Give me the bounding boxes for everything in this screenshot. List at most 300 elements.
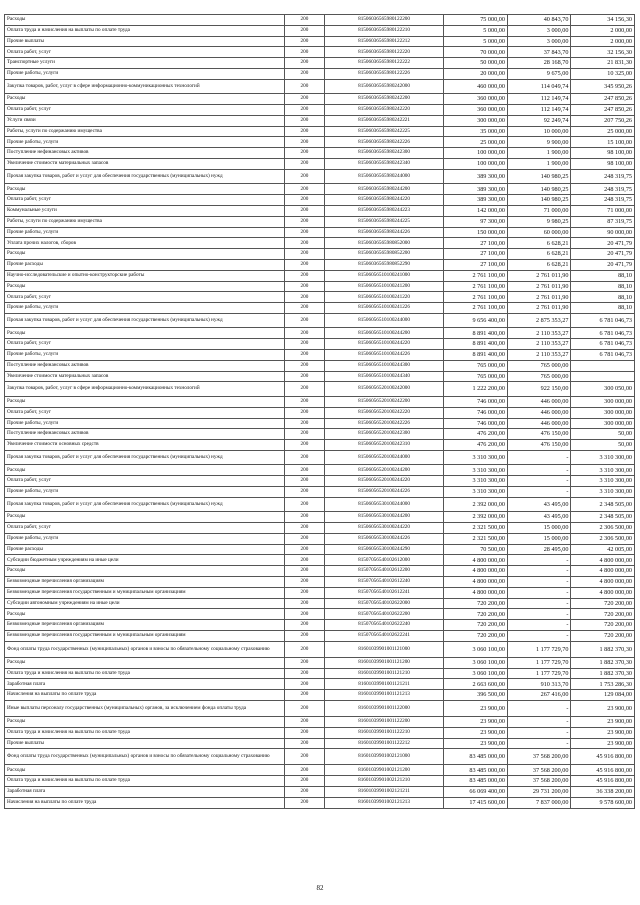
table-row bbox=[5, 690, 635, 701]
row-name-cell: Оплата труда и начисления на выплаты по оплате труда bbox=[5, 25, 285, 36]
row-remaining-amount-cell: 3 310 300,00 bbox=[571, 486, 635, 497]
row-name-cell: Работы, услуги по содержанию имущества bbox=[5, 216, 285, 227]
row-kbk-cell: 81601039901002121000 bbox=[324, 749, 444, 765]
row-executed-amount-cell: 37 568 200,00 bbox=[507, 776, 571, 787]
row-approved-amount-cell: 2 761 100,00 bbox=[444, 281, 508, 292]
row-kbk-cell: 81506036565980242221 bbox=[324, 115, 444, 126]
row-kbk-cell: 81601039901001121200 bbox=[324, 657, 444, 668]
row-remaining-amount-cell: 88,10 bbox=[571, 303, 635, 314]
row-code-cell: 200 bbox=[285, 205, 325, 216]
row-code-cell: 200 bbox=[285, 371, 325, 382]
row-approved-amount-cell: 100 000,00 bbox=[444, 148, 508, 159]
row-approved-amount-cell: 389 300,00 bbox=[444, 195, 508, 206]
table-row bbox=[5, 25, 635, 36]
row-kbk-cell: 81506036565980244220 bbox=[324, 195, 444, 206]
row-remaining-amount-cell: 6 781 046,73 bbox=[571, 339, 635, 350]
row-kbk-cell: 81506036565980122212 bbox=[324, 36, 444, 47]
row-approved-amount-cell: 4 800 000,00 bbox=[444, 577, 508, 588]
row-name-cell: Оплата работ, услуг bbox=[5, 195, 285, 206]
row-executed-amount-cell: 1 177 729,70 bbox=[507, 657, 571, 668]
table-row bbox=[5, 701, 635, 717]
row-remaining-amount-cell: 6 781 046,73 bbox=[571, 328, 635, 339]
row-approved-amount-cell: 3 310 300,00 bbox=[444, 476, 508, 487]
row-remaining-amount-cell: 300 000,00 bbox=[571, 418, 635, 429]
row-remaining-amount-cell: 98 100,00 bbox=[571, 159, 635, 170]
row-executed-amount-cell: 37 568 200,00 bbox=[507, 765, 571, 776]
row-executed-amount-cell: 29 731 200,00 bbox=[507, 787, 571, 798]
row-kbk-cell: 81506056510100244300 bbox=[324, 360, 444, 371]
row-executed-amount-cell: 15 000,00 bbox=[507, 523, 571, 534]
row-remaining-amount-cell: 6 781 046,73 bbox=[571, 350, 635, 361]
row-approved-amount-cell: 2 321 500,00 bbox=[444, 533, 508, 544]
row-approved-amount-cell: 746 000,00 bbox=[444, 418, 508, 429]
row-remaining-amount-cell: 248 319,75 bbox=[571, 169, 635, 184]
row-approved-amount-cell: 746 000,00 bbox=[444, 396, 508, 407]
row-kbk-cell: 81506056520100244000 bbox=[324, 450, 444, 465]
row-executed-amount-cell: - bbox=[507, 738, 571, 749]
row-approved-amount-cell: 83 485 000,00 bbox=[444, 765, 508, 776]
row-executed-amount-cell: 92 249,74 bbox=[507, 115, 571, 126]
row-executed-amount-cell: 1 900,00 bbox=[507, 148, 571, 159]
table-row bbox=[5, 238, 635, 249]
row-approved-amount-cell: 389 300,00 bbox=[444, 169, 508, 184]
row-name-cell: Безвозмездные перечисления организациям bbox=[5, 620, 285, 631]
table-row bbox=[5, 159, 635, 170]
table-row bbox=[5, 418, 635, 429]
page-number: 82 bbox=[316, 884, 324, 892]
row-remaining-amount-cell: 23 900,00 bbox=[571, 738, 635, 749]
row-remaining-amount-cell bbox=[571, 360, 635, 371]
table-row bbox=[5, 270, 635, 281]
table-row bbox=[5, 396, 635, 407]
row-executed-amount-cell: 2 761 011,90 bbox=[507, 292, 571, 303]
table-row bbox=[5, 259, 635, 270]
row-code-cell: 200 bbox=[285, 418, 325, 429]
row-name-cell: Иные выплаты персоналу государственных (муниципальных) органов, за исключением фонда оплаты труда bbox=[5, 701, 285, 717]
row-name-cell: Безвозмездные перечисления государственным и муниципальным организациям bbox=[5, 587, 285, 598]
row-approved-amount-cell: 360 000,00 bbox=[444, 94, 508, 105]
row-code-cell: 200 bbox=[285, 631, 325, 642]
table-row bbox=[5, 249, 635, 260]
row-approved-amount-cell: 2 663 600,00 bbox=[444, 679, 508, 690]
row-kbk-cell: 81506036565980852200 bbox=[324, 249, 444, 260]
row-code-cell: 200 bbox=[285, 292, 325, 303]
row-approved-amount-cell: 3 060 100,00 bbox=[444, 668, 508, 679]
row-name-cell: Фонд оплаты труда государственных (муниципальных) органов и взносы по обязательному социальному страхованию bbox=[5, 749, 285, 765]
row-code-cell: 200 bbox=[285, 270, 325, 281]
row-code-cell: 200 bbox=[285, 476, 325, 487]
row-kbk-cell: 81601039901001121211 bbox=[324, 679, 444, 690]
row-name-cell: Услуги связи bbox=[5, 115, 285, 126]
row-name-cell: Увеличение стоимости материальных запасов bbox=[5, 159, 285, 170]
row-kbk-cell: 81506056510100244226 bbox=[324, 350, 444, 361]
row-executed-amount-cell: - bbox=[507, 609, 571, 620]
row-code-cell: 200 bbox=[285, 620, 325, 631]
row-kbk-cell: 81506056510100241000 bbox=[324, 270, 444, 281]
table-row bbox=[5, 115, 635, 126]
row-remaining-amount-cell: 720 200,00 bbox=[571, 631, 635, 642]
row-code-cell: 200 bbox=[285, 727, 325, 738]
row-code-cell: 200 bbox=[285, 105, 325, 116]
row-executed-amount-cell: 71 000,00 bbox=[507, 205, 571, 216]
row-code-cell: 200 bbox=[285, 328, 325, 339]
row-approved-amount-cell: 23 900,00 bbox=[444, 727, 508, 738]
row-approved-amount-cell: 5 000,00 bbox=[444, 36, 508, 47]
row-name-cell: Закупка товаров, работ, услуг в сфере информационно-коммуникационных технологий bbox=[5, 382, 285, 397]
table-row bbox=[5, 281, 635, 292]
row-kbk-cell: 81506056520100242000 bbox=[324, 382, 444, 397]
row-executed-amount-cell: 40 843,70 bbox=[507, 15, 571, 26]
table-row bbox=[5, 765, 635, 776]
table-row bbox=[5, 609, 635, 620]
table-row bbox=[5, 440, 635, 451]
row-kbk-cell: 81506036565980242000 bbox=[324, 79, 444, 94]
row-executed-amount-cell: 1 177 729,70 bbox=[507, 668, 571, 679]
row-executed-amount-cell: - bbox=[507, 620, 571, 631]
row-code-cell: 200 bbox=[285, 701, 325, 717]
row-name-cell: Начисления на выплаты по оплате труда bbox=[5, 690, 285, 701]
table-row bbox=[5, 350, 635, 361]
row-executed-amount-cell: 765 000,00 bbox=[507, 360, 571, 371]
table-row bbox=[5, 620, 635, 631]
row-code-cell: 200 bbox=[285, 512, 325, 523]
row-executed-amount-cell: 10 000,00 bbox=[507, 126, 571, 137]
table-row bbox=[5, 36, 635, 47]
row-executed-amount-cell: - bbox=[507, 577, 571, 588]
row-code-cell: 200 bbox=[285, 47, 325, 58]
row-executed-amount-cell: 37 843,70 bbox=[507, 47, 571, 58]
row-code-cell: 200 bbox=[285, 195, 325, 206]
row-name-cell: Прочие выплаты bbox=[5, 36, 285, 47]
row-name-cell: Научно-исследовательские и опытно-конструкторские работы bbox=[5, 270, 285, 281]
table-row bbox=[5, 371, 635, 382]
row-remaining-amount-cell: 45 916 800,00 bbox=[571, 776, 635, 787]
table-row bbox=[5, 523, 635, 534]
table-row bbox=[5, 313, 635, 328]
row-approved-amount-cell: 27 100,00 bbox=[444, 259, 508, 270]
row-name-cell: Начисления на выплаты по оплате труда bbox=[5, 797, 285, 808]
row-approved-amount-cell: 75 000,00 bbox=[444, 15, 508, 26]
row-approved-amount-cell: 150 000,00 bbox=[444, 227, 508, 238]
row-name-cell: Расходы bbox=[5, 765, 285, 776]
row-kbk-cell: 81601039901002121213 bbox=[324, 797, 444, 808]
table-row bbox=[5, 184, 635, 195]
row-remaining-amount-cell: 10 325,00 bbox=[571, 68, 635, 79]
row-kbk-cell: 81506056520100242226 bbox=[324, 418, 444, 429]
row-kbk-cell: 81507056540102622000 bbox=[324, 598, 444, 609]
row-executed-amount-cell: 114 049,74 bbox=[507, 79, 571, 94]
row-code-cell: 200 bbox=[285, 668, 325, 679]
row-code-cell: 200 bbox=[285, 339, 325, 350]
row-name-cell: Прочие работы, услуги bbox=[5, 68, 285, 79]
row-executed-amount-cell: 28 495,00 bbox=[507, 544, 571, 555]
row-approved-amount-cell: 23 900,00 bbox=[444, 701, 508, 717]
row-remaining-amount-cell: 50,00 bbox=[571, 440, 635, 451]
row-executed-amount-cell: 7 837 000,00 bbox=[507, 797, 571, 808]
row-executed-amount-cell: 37 568 200,00 bbox=[507, 749, 571, 765]
row-executed-amount-cell: 922 150,00 bbox=[507, 382, 571, 397]
row-approved-amount-cell: 5 000,00 bbox=[444, 25, 508, 36]
row-executed-amount-cell: - bbox=[507, 450, 571, 465]
row-remaining-amount-cell: 300 050,00 bbox=[571, 382, 635, 397]
row-remaining-amount-cell: 1 882 370,30 bbox=[571, 657, 635, 668]
row-name-cell: Расходы bbox=[5, 717, 285, 728]
row-approved-amount-cell: 765 000,00 bbox=[444, 371, 508, 382]
row-remaining-amount-cell: 2 000,00 bbox=[571, 36, 635, 47]
row-remaining-amount-cell: 1 882 370,30 bbox=[571, 641, 635, 657]
row-code-cell: 200 bbox=[285, 533, 325, 544]
row-kbk-cell: 81601039901001121000 bbox=[324, 641, 444, 657]
row-remaining-amount-cell: 720 200,00 bbox=[571, 620, 635, 631]
row-kbk-cell: 81506056530100244226 bbox=[324, 533, 444, 544]
row-executed-amount-cell: 112 149,74 bbox=[507, 94, 571, 105]
row-approved-amount-cell: 35 000,00 bbox=[444, 126, 508, 137]
table-row bbox=[5, 450, 635, 465]
row-name-cell: Расходы bbox=[5, 184, 285, 195]
table-row bbox=[5, 587, 635, 598]
row-executed-amount-cell: 43 495,00 bbox=[507, 497, 571, 512]
row-remaining-amount-cell: 88,10 bbox=[571, 270, 635, 281]
row-remaining-amount-cell: 4 800 000,00 bbox=[571, 577, 635, 588]
row-remaining-amount-cell: 207 750,26 bbox=[571, 115, 635, 126]
row-remaining-amount-cell: 248 319,75 bbox=[571, 195, 635, 206]
row-approved-amount-cell: 476 200,00 bbox=[444, 429, 508, 440]
row-approved-amount-cell: 17 415 600,00 bbox=[444, 797, 508, 808]
row-kbk-cell: 81506036565980122226 bbox=[324, 68, 444, 79]
row-code-cell: 200 bbox=[285, 94, 325, 105]
row-remaining-amount-cell: 2 000,00 bbox=[571, 25, 635, 36]
row-kbk-cell: 81506056530100244200 bbox=[324, 512, 444, 523]
table-row bbox=[5, 566, 635, 577]
row-executed-amount-cell: 6 628,21 bbox=[507, 249, 571, 260]
row-executed-amount-cell: - bbox=[507, 701, 571, 717]
row-kbk-cell: 81601039901001121210 bbox=[324, 668, 444, 679]
row-approved-amount-cell: 9 656 400,00 bbox=[444, 313, 508, 328]
table-row bbox=[5, 598, 635, 609]
row-approved-amount-cell: 2 392 000,00 bbox=[444, 497, 508, 512]
row-remaining-amount-cell: 21 831,30 bbox=[571, 58, 635, 69]
row-code-cell: 200 bbox=[285, 137, 325, 148]
table-row bbox=[5, 205, 635, 216]
row-executed-amount-cell: 2 761 011,90 bbox=[507, 303, 571, 314]
row-kbk-cell: 81601039901001121213 bbox=[324, 690, 444, 701]
row-kbk-cell: 81601039901001122210 bbox=[324, 727, 444, 738]
row-approved-amount-cell: 2 761 100,00 bbox=[444, 270, 508, 281]
row-code-cell: 200 bbox=[285, 717, 325, 728]
row-remaining-amount-cell: 88,10 bbox=[571, 281, 635, 292]
row-executed-amount-cell: - bbox=[507, 598, 571, 609]
table-row bbox=[5, 137, 635, 148]
row-approved-amount-cell: 70 500,00 bbox=[444, 544, 508, 555]
row-executed-amount-cell: 9 900,00 bbox=[507, 137, 571, 148]
row-executed-amount-cell: - bbox=[507, 587, 571, 598]
row-name-cell: Закупка товаров, работ, услуг в сфере информационно-коммуникационных технологий bbox=[5, 79, 285, 94]
row-approved-amount-cell: 396 500,00 bbox=[444, 690, 508, 701]
row-code-cell: 200 bbox=[285, 58, 325, 69]
table-row bbox=[5, 476, 635, 487]
row-code-cell: 200 bbox=[285, 641, 325, 657]
row-kbk-cell: 81506056510100244220 bbox=[324, 339, 444, 350]
row-approved-amount-cell: 4 800 000,00 bbox=[444, 587, 508, 598]
row-kbk-cell: 81506036565980122222 bbox=[324, 58, 444, 69]
row-approved-amount-cell: 3 310 300,00 bbox=[444, 486, 508, 497]
row-remaining-amount-cell: 90 000,00 bbox=[571, 227, 635, 238]
row-approved-amount-cell: 2 392 000,00 bbox=[444, 512, 508, 523]
row-remaining-amount-cell: 25 000,00 bbox=[571, 126, 635, 137]
row-code-cell: 200 bbox=[285, 259, 325, 270]
row-name-cell: Прочие расходы bbox=[5, 259, 285, 270]
row-code-cell: 200 bbox=[285, 555, 325, 566]
table-row bbox=[5, 631, 635, 642]
row-remaining-amount-cell: 20 471,79 bbox=[571, 238, 635, 249]
row-name-cell: Оплата труда и начисления на выплаты по оплате труда bbox=[5, 727, 285, 738]
row-approved-amount-cell: 3 310 300,00 bbox=[444, 450, 508, 465]
table-row bbox=[5, 328, 635, 339]
row-kbk-cell: 81506036565980852000 bbox=[324, 238, 444, 249]
row-executed-amount-cell: 60 000,00 bbox=[507, 227, 571, 238]
row-executed-amount-cell: 2 110 353,27 bbox=[507, 328, 571, 339]
row-kbk-cell: 81507056540102622241 bbox=[324, 631, 444, 642]
row-approved-amount-cell: 83 485 000,00 bbox=[444, 776, 508, 787]
row-executed-amount-cell: 15 000,00 bbox=[507, 533, 571, 544]
row-name-cell: Заработная плата bbox=[5, 787, 285, 798]
row-remaining-amount-cell: 15 100,00 bbox=[571, 137, 635, 148]
row-code-cell: 200 bbox=[285, 148, 325, 159]
row-executed-amount-cell: 9 675,00 bbox=[507, 68, 571, 79]
row-name-cell: Увеличение стоимости материальных запасов bbox=[5, 371, 285, 382]
table-row bbox=[5, 216, 635, 227]
row-remaining-amount-cell: 300 000,00 bbox=[571, 407, 635, 418]
row-remaining-amount-cell: 50,00 bbox=[571, 429, 635, 440]
row-code-cell: 200 bbox=[285, 313, 325, 328]
row-approved-amount-cell: 3 060 100,00 bbox=[444, 641, 508, 657]
row-code-cell: 200 bbox=[285, 159, 325, 170]
row-code-cell: 200 bbox=[285, 738, 325, 749]
row-kbk-cell: 81506036565980852290 bbox=[324, 259, 444, 270]
row-approved-amount-cell: 765 000,00 bbox=[444, 360, 508, 371]
row-name-cell: Прочие работы, услуги bbox=[5, 486, 285, 497]
row-approved-amount-cell: 8 891 400,00 bbox=[444, 339, 508, 350]
row-remaining-amount-cell: 87 319,75 bbox=[571, 216, 635, 227]
row-remaining-amount-cell: 34 156,30 bbox=[571, 15, 635, 26]
table-row bbox=[5, 126, 635, 137]
row-code-cell: 200 bbox=[285, 429, 325, 440]
row-approved-amount-cell: 83 485 000,00 bbox=[444, 749, 508, 765]
row-kbk-cell: 81601039901002121211 bbox=[324, 787, 444, 798]
row-executed-amount-cell: 2 875 353,27 bbox=[507, 313, 571, 328]
row-kbk-cell: 81506056510100244200 bbox=[324, 328, 444, 339]
row-name-cell: Заработная плата bbox=[5, 679, 285, 690]
row-name-cell: Поступление нефинансовых активов bbox=[5, 148, 285, 159]
row-name-cell: Прочие работы, услуги bbox=[5, 418, 285, 429]
row-code-cell: 200 bbox=[285, 216, 325, 227]
row-code-cell: 200 bbox=[285, 79, 325, 94]
row-kbk-cell: 81506056520100244200 bbox=[324, 465, 444, 476]
row-name-cell: Расходы bbox=[5, 94, 285, 105]
table-row bbox=[5, 360, 635, 371]
row-code-cell: 200 bbox=[285, 407, 325, 418]
row-executed-amount-cell: 140 980,25 bbox=[507, 195, 571, 206]
row-code-cell: 200 bbox=[285, 657, 325, 668]
row-remaining-amount-cell: 45 916 800,00 bbox=[571, 765, 635, 776]
row-code-cell: 200 bbox=[285, 396, 325, 407]
row-approved-amount-cell: 4 800 000,00 bbox=[444, 555, 508, 566]
row-name-cell: Прочие работы, услуги bbox=[5, 350, 285, 361]
row-approved-amount-cell: 3 060 100,00 bbox=[444, 657, 508, 668]
row-code-cell: 200 bbox=[285, 36, 325, 47]
table-row bbox=[5, 195, 635, 206]
row-name-cell: Транспортные услуги bbox=[5, 58, 285, 69]
row-name-cell: Расходы bbox=[5, 609, 285, 620]
row-approved-amount-cell: 460 000,00 bbox=[444, 79, 508, 94]
row-name-cell: Прочая закупка товаров, работ и услуг для обеспечения государственных (муниципальных) нужд bbox=[5, 497, 285, 512]
row-code-cell: 200 bbox=[285, 679, 325, 690]
row-approved-amount-cell: 23 900,00 bbox=[444, 738, 508, 749]
row-code-cell: 200 bbox=[285, 350, 325, 361]
row-code-cell: 200 bbox=[285, 303, 325, 314]
row-name-cell: Оплата работ, услуг bbox=[5, 523, 285, 534]
row-approved-amount-cell: 720 200,00 bbox=[444, 609, 508, 620]
row-name-cell: Оплата работ, услуг bbox=[5, 292, 285, 303]
row-executed-amount-cell: 267 416,00 bbox=[507, 690, 571, 701]
table-row bbox=[5, 169, 635, 184]
row-remaining-amount-cell: 23 900,00 bbox=[571, 717, 635, 728]
row-executed-amount-cell: 28 168,70 bbox=[507, 58, 571, 69]
row-name-cell: Прочая закупка товаров, работ и услуг для обеспечения государственных (муниципальных) нужд bbox=[5, 313, 285, 328]
row-code-cell: 200 bbox=[285, 227, 325, 238]
row-approved-amount-cell: 8 891 400,00 bbox=[444, 328, 508, 339]
row-approved-amount-cell: 2 761 100,00 bbox=[444, 303, 508, 314]
row-kbk-cell: 81507056540102612241 bbox=[324, 587, 444, 598]
row-code-cell: 200 bbox=[285, 382, 325, 397]
row-kbk-cell: 81506036565980244200 bbox=[324, 184, 444, 195]
row-code-cell: 200 bbox=[285, 115, 325, 126]
row-kbk-cell: 81506056530100244290 bbox=[324, 544, 444, 555]
row-kbk-cell: 81507056540102612240 bbox=[324, 577, 444, 588]
row-remaining-amount-cell: 20 471,79 bbox=[571, 249, 635, 260]
row-code-cell: 200 bbox=[285, 360, 325, 371]
row-approved-amount-cell: 142 000,00 bbox=[444, 205, 508, 216]
table-row bbox=[5, 717, 635, 728]
table-row bbox=[5, 533, 635, 544]
row-executed-amount-cell: 43 495,00 bbox=[507, 512, 571, 523]
row-remaining-amount-cell: 4 800 000,00 bbox=[571, 566, 635, 577]
row-remaining-amount-cell: 32 156,30 bbox=[571, 47, 635, 58]
row-name-cell: Оплата работ, услуг bbox=[5, 476, 285, 487]
row-name-cell: Фонд оплаты труда государственных (муниципальных) органов и взносы по обязательному социальному страхованию bbox=[5, 641, 285, 657]
row-kbk-cell: 81506036565980244225 bbox=[324, 216, 444, 227]
row-executed-amount-cell: 2 110 353,27 bbox=[507, 350, 571, 361]
row-remaining-amount-cell: 129 084,00 bbox=[571, 690, 635, 701]
table-row bbox=[5, 749, 635, 765]
table-row bbox=[5, 68, 635, 79]
row-approved-amount-cell: 300 000,00 bbox=[444, 115, 508, 126]
row-kbk-cell: 81506056510100241200 bbox=[324, 281, 444, 292]
table-row bbox=[5, 679, 635, 690]
row-approved-amount-cell: 23 900,00 bbox=[444, 717, 508, 728]
row-name-cell: Прочие работы, услуги bbox=[5, 303, 285, 314]
row-executed-amount-cell: 9 980,25 bbox=[507, 216, 571, 227]
row-kbk-cell: 81506056530100244220 bbox=[324, 523, 444, 534]
row-remaining-amount-cell: 2 348 505,00 bbox=[571, 497, 635, 512]
row-approved-amount-cell: 27 100,00 bbox=[444, 238, 508, 249]
table-row bbox=[5, 58, 635, 69]
row-remaining-amount-cell: 71 000,00 bbox=[571, 205, 635, 216]
row-executed-amount-cell: 2 110 353,27 bbox=[507, 339, 571, 350]
row-remaining-amount-cell: 98 100,00 bbox=[571, 148, 635, 159]
row-executed-amount-cell: 446 000,00 bbox=[507, 418, 571, 429]
row-kbk-cell: 81506056510100241220 bbox=[324, 292, 444, 303]
